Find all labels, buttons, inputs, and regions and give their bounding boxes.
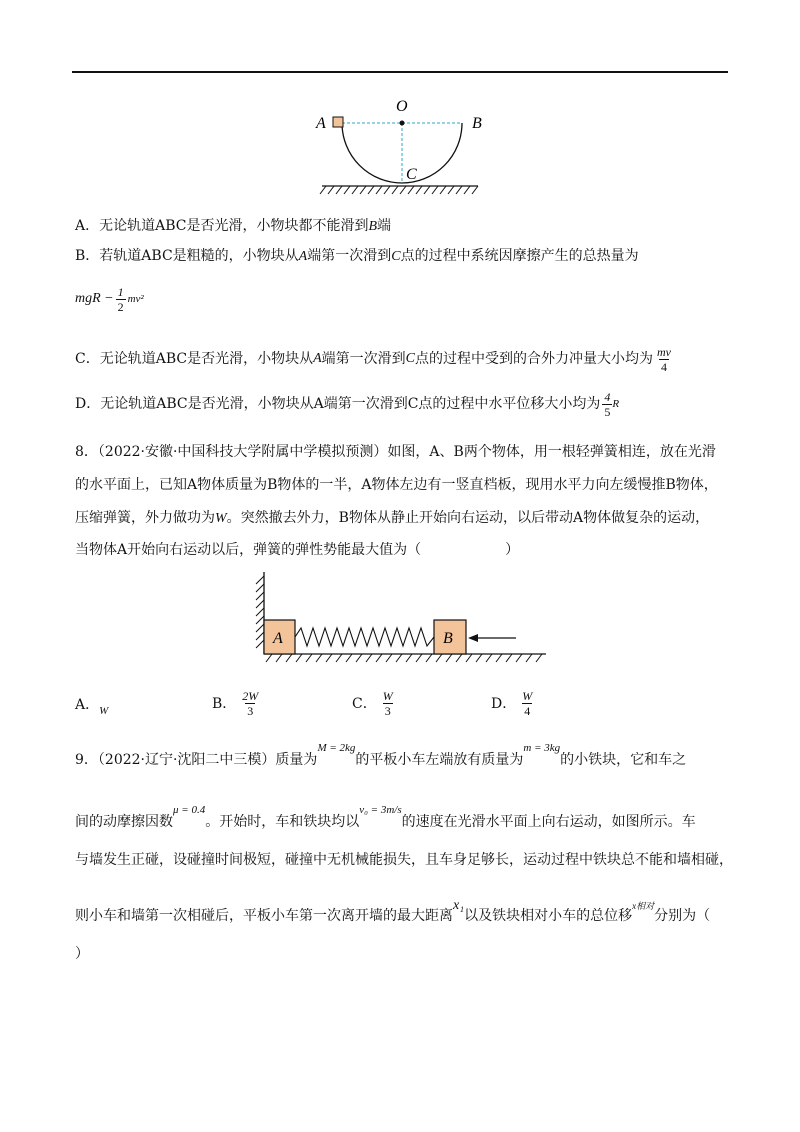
q9-line-4: 则小车和墙第一次相碰后，平板小车第一次离开墙的最大距离 x₁ 以及铁块相对小车的总位移 x相对 分别为（ bbox=[75, 898, 711, 924]
q8-line-3: 压缩弹簧，外力做功为W。突然撤去外力，B物体从静止开始向右运动，以后带动A物体做复杂的运动， bbox=[75, 510, 710, 526]
q7-option-b: B．若轨道ABC是粗糙的，小物块从A端第一次滑到C点的过程中系统因摩擦产生的总热量为 bbox=[75, 248, 639, 264]
center-point-O bbox=[400, 121, 405, 126]
q9-line-1: 9．（2022·辽宁·沈阳二中三模）质量为 M = 2kg 的平板小车左端放有质量为 m = 3kg 的小铁块，它和车之 bbox=[75, 742, 687, 768]
q8-line-1: 8．（2022·安徽·中国科技大学附属中学模拟预测）如图，A、B两个物体，用一根轻弹簧相连，放在光滑 bbox=[75, 444, 716, 460]
q7-option-c: C．无论轨道ABC是否光滑，小物块从 A 端第一次滑到 C 点的过程中受到的合外力冲量大小均为 $\frac{mv}{4}$ bbox=[75, 344, 671, 374]
label-B: B bbox=[472, 115, 482, 132]
wall-hatching bbox=[256, 576, 264, 648]
spring bbox=[295, 628, 434, 646]
q8-line-2: 的水平面上，已知A物体质量为B物体的一半，A物体左边有一竖直档板，现用水平力向左缓慢推B物体， bbox=[75, 477, 718, 493]
q7-option-d: D．无论轨道ABC是否光滑，小物块从A端第一次滑到C点的过程中水平位移大小均为 $\frac{4}{5}$ R bbox=[75, 389, 620, 419]
q9-line-5: ） bbox=[75, 946, 89, 962]
label-O: O bbox=[396, 98, 408, 115]
header-rule bbox=[72, 71, 728, 73]
q7-option-a: A．无论轨道ABC是否光滑，小物块都不能滑到B端 bbox=[75, 218, 392, 234]
q8-option-c: C． $\frac{W}{3}$ bbox=[352, 688, 393, 718]
spring-blocks-figure bbox=[250, 568, 550, 664]
semicircle-track-figure bbox=[310, 95, 490, 200]
q8-option-d: D． $\frac{W}{4}$ bbox=[491, 688, 533, 718]
q8-option-b: B． $\frac{2W}{3}$ bbox=[212, 688, 259, 718]
q8-line-4: 当物体A开始向右运动以后，弹簧的弹性势能最大值为（ ） bbox=[75, 542, 520, 558]
floor-hatching bbox=[266, 654, 542, 662]
label-A: A bbox=[316, 115, 326, 132]
small-block bbox=[333, 117, 343, 127]
label-C: C bbox=[406, 166, 417, 183]
block-A-label: A bbox=[273, 630, 283, 647]
q9-line-2: 间的动摩擦因数 μ = 0.4 。开始时，车和铁块均以 v₀ = 3m/s 的速度在光滑水平面上向右运动，如图所示。车 bbox=[75, 804, 696, 830]
q8-option-a: A． W bbox=[75, 697, 109, 717]
block-B-label: B bbox=[443, 630, 453, 647]
q9-line-3: 与墙发生正碰，设碰撞时间极短，碰撞中无机械能损失，且车身足够长，运动过程中铁块总不能和墙相碰， bbox=[75, 852, 733, 868]
ground-hatching bbox=[320, 186, 478, 194]
push-arrow-head bbox=[468, 634, 478, 642]
q7-option-b-formula: mgR − $\frac{1}{2}$ mv² bbox=[75, 284, 144, 314]
